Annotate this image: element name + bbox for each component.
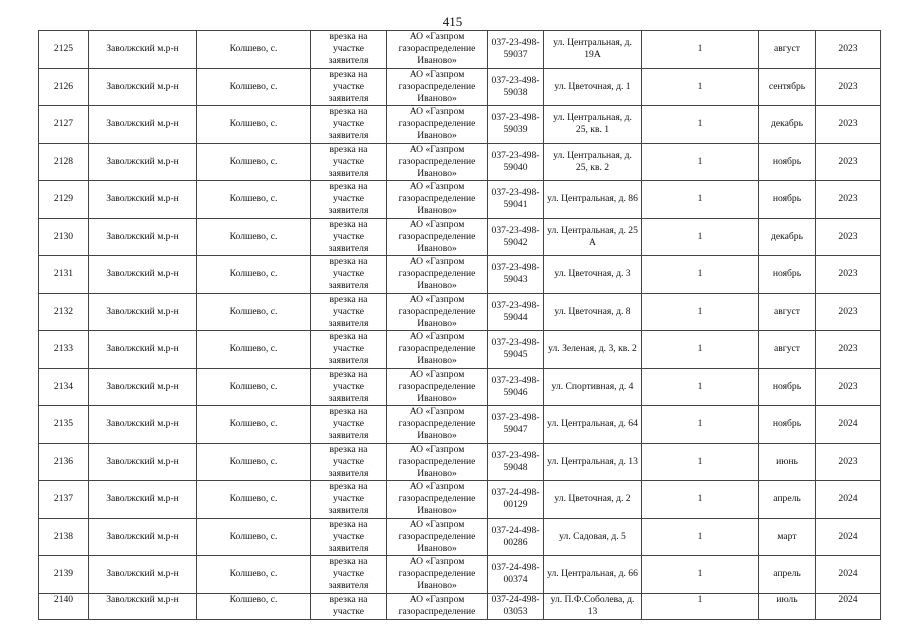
table-row [39,143,881,181]
row-number-cell: 2136 [39,443,89,481]
table-row [39,68,881,106]
work-type-cell: врезка на участке заявителя [311,143,387,181]
settlement-cell: Колшево, с. [197,443,311,481]
address-cell: ул. Центральная, д. 66 [544,556,642,594]
work-type-cell: врезка на участке заявителя [311,368,387,406]
work-type-cell: врезка на участке заявителя [311,106,387,144]
organization-cell: АО «Газпром газораспределение Иваново» [387,368,488,406]
address-cell: ул. Цветочная, д. 3 [544,256,642,294]
month-cell: апрель [759,481,816,519]
district-cell: Заволжский м.р-н [89,481,197,519]
application-code-cell: 037-23-498-59041 [488,181,544,219]
address-cell: ул. Цветочная, д. 8 [544,293,642,331]
address-cell: ул. Цветочная, д. 2 [544,481,642,519]
year-cell: 2024 [816,556,881,594]
quantity-cell: 1 [642,143,759,181]
district-cell: Заволжский м.р-н [89,518,197,556]
row-number-cell: 2126 [39,68,89,106]
district-cell: Заволжский м.р-н [89,31,197,69]
address-cell: ул. Центральная, д. 25 А [544,218,642,256]
year-cell: 2023 [816,106,881,144]
row-number-cell: 2128 [39,143,89,181]
work-type-cell: врезка на участке заявителя [311,68,387,106]
year-cell: 2023 [816,331,881,369]
address-cell: ул. П.Ф.Соболева, д. 13 [544,593,642,619]
district-cell: Заволжский м.р-н [89,443,197,481]
year-cell: 2024 [816,518,881,556]
work-type-cell: врезка на участке заявителя [311,518,387,556]
settlement-cell: Колшево, с. [197,181,311,219]
quantity-cell: 1 [642,556,759,594]
application-code-cell: 037-23-498-59042 [488,218,544,256]
quantity-cell: 1 [642,293,759,331]
quantity-cell: 1 [642,443,759,481]
district-cell: Заволжский м.р-н [89,593,197,619]
application-code-cell: 037-23-498-59047 [488,406,544,444]
row-number-cell: 2134 [39,368,89,406]
row-number-cell: 2139 [39,556,89,594]
work-type-cell: врезка на участке заявителя [311,31,387,69]
application-code-cell: 037-23-498-59038 [488,68,544,106]
month-cell: ноябрь [759,256,816,294]
row-number-cell: 2125 [39,31,89,69]
application-code-cell: 037-24-498-00374 [488,556,544,594]
application-code-cell: 037-23-498-59040 [488,143,544,181]
settlement-cell: Колшево, с. [197,143,311,181]
settlement-cell: Колшево, с. [197,331,311,369]
settlement-cell: Колшево, с. [197,593,311,619]
table-row [39,181,881,219]
table-row [39,443,881,481]
table-row [39,481,881,519]
quantity-cell: 1 [642,181,759,219]
quantity-cell: 1 [642,481,759,519]
settlement-cell: Колшево, с. [197,556,311,594]
month-cell: декабрь [759,106,816,144]
month-cell: декабрь [759,218,816,256]
application-code-cell: 037-23-498-59048 [488,443,544,481]
month-cell: ноябрь [759,143,816,181]
year-cell: 2024 [816,481,881,519]
organization-cell: АО «Газпром газораспределение Иваново» [387,406,488,444]
application-code-cell: 037-23-498-59044 [488,293,544,331]
year-cell: 2023 [816,293,881,331]
month-cell: июнь [759,443,816,481]
work-type-cell: врезка на участке [311,593,387,619]
month-cell: август [759,293,816,331]
quantity-cell: 1 [642,218,759,256]
row-number-cell: 2137 [39,481,89,519]
quantity-cell: 1 [642,593,759,619]
month-cell: март [759,518,816,556]
row-number-cell: 2140 [39,593,89,619]
year-cell: 2023 [816,368,881,406]
address-cell: ул. Центральная, д. 64 [544,406,642,444]
settlement-cell: Колшево, с. [197,106,311,144]
district-cell: Заволжский м.р-н [89,331,197,369]
row-number-cell: 2127 [39,106,89,144]
address-cell: ул. Садовая, д. 5 [544,518,642,556]
table-row [39,256,881,294]
district-cell: Заволжский м.р-н [89,181,197,219]
table-row [39,106,881,144]
table-row [39,368,881,406]
address-cell: ул. Центральная, д. 86 [544,181,642,219]
work-type-cell: врезка на участке заявителя [311,443,387,481]
settlement-cell: Колшево, с. [197,481,311,519]
month-cell: сентябрь [759,68,816,106]
application-code-cell: 037-23-498-59039 [488,106,544,144]
application-code-cell: 037-23-498-59045 [488,331,544,369]
quantity-cell: 1 [642,68,759,106]
district-cell: Заволжский м.р-н [89,256,197,294]
organization-cell: АО «Газпром газораспределение Иваново» [387,256,488,294]
table-row [39,556,881,594]
quantity-cell: 1 [642,31,759,69]
year-cell: 2024 [816,593,881,619]
month-cell: ноябрь [759,368,816,406]
district-cell: Заволжский м.р-н [89,406,197,444]
organization-cell: АО «Газпром газораспределение [387,593,488,619]
settlement-cell: Колшево, с. [197,293,311,331]
table-row [39,593,881,619]
year-cell: 2023 [816,31,881,69]
quantity-cell: 1 [642,106,759,144]
work-type-cell: врезка на участке заявителя [311,406,387,444]
quantity-cell: 1 [642,368,759,406]
table-body [39,31,881,620]
work-type-cell: врезка на участке заявителя [311,556,387,594]
address-cell: ул. Спортивная, д. 4 [544,368,642,406]
quantity-cell: 1 [642,406,759,444]
registry-table [38,30,881,620]
year-cell: 2023 [816,68,881,106]
district-cell: Заволжский м.р-н [89,368,197,406]
application-code-cell: 037-23-498-59043 [488,256,544,294]
organization-cell: АО «Газпром газораспределение Иваново» [387,443,488,481]
organization-cell: АО «Газпром газораспределение Иваново» [387,518,488,556]
address-cell: ул. Центральная, д. 25, кв. 2 [544,143,642,181]
year-cell: 2023 [816,218,881,256]
address-cell: ул. Центральная, д. 19А [544,31,642,69]
row-number-cell: 2129 [39,181,89,219]
work-type-cell: врезка на участке заявителя [311,181,387,219]
organization-cell: АО «Газпром газораспределение Иваново» [387,143,488,181]
row-number-cell: 2138 [39,518,89,556]
application-code-cell: 037-23-498-59046 [488,368,544,406]
table-row [39,331,881,369]
month-cell: июль [759,593,816,619]
quantity-cell: 1 [642,518,759,556]
year-cell: 2023 [816,443,881,481]
organization-cell: АО «Газпром газораспределение Иваново» [387,68,488,106]
application-code-cell: 037-24-498-00286 [488,518,544,556]
organization-cell: АО «Газпром газораспределение Иваново» [387,556,488,594]
table-row [39,293,881,331]
address-cell: ул. Центральная, д. 25, кв. 1 [544,106,642,144]
address-cell: ул. Цветочная, д. 1 [544,68,642,106]
application-code-cell: 037-24-498-03053 [488,593,544,619]
application-code-cell: 037-24-498-00129 [488,481,544,519]
settlement-cell: Колшево, с. [197,256,311,294]
page-number: 415 [442,14,463,29]
row-number-cell: 2133 [39,331,89,369]
district-cell: Заволжский м.р-н [89,143,197,181]
row-number-cell: 2135 [39,406,89,444]
organization-cell: АО «Газпром газораспределение Иваново» [387,293,488,331]
address-cell: ул. Центральная, д. 13 [544,443,642,481]
row-number-cell: 2131 [39,256,89,294]
row-number-cell: 2132 [39,293,89,331]
organization-cell: АО «Газпром газораспределение Иваново» [387,331,488,369]
settlement-cell: Колшево, с. [197,31,311,69]
table-row [39,518,881,556]
address-cell: ул. Зеленая, д. 3, кв. 2 [544,331,642,369]
settlement-cell: Колшево, с. [197,518,311,556]
quantity-cell: 1 [642,256,759,294]
settlement-cell: Колшево, с. [197,218,311,256]
month-cell: апрель [759,556,816,594]
table-row [39,406,881,444]
organization-cell: АО «Газпром газораспределение Иваново» [387,481,488,519]
settlement-cell: Колшево, с. [197,406,311,444]
quantity-cell: 1 [642,331,759,369]
district-cell: Заволжский м.р-н [89,293,197,331]
organization-cell: АО «Газпром газораспределение Иваново» [387,181,488,219]
table-row [39,218,881,256]
district-cell: Заволжский м.р-н [89,106,197,144]
district-cell: Заволжский м.р-н [89,556,197,594]
work-type-cell: врезка на участке заявителя [311,481,387,519]
organization-cell: АО «Газпром газораспределение Иваново» [387,218,488,256]
month-cell: август [759,31,816,69]
work-type-cell: врезка на участке заявителя [311,218,387,256]
district-cell: Заволжский м.р-н [89,218,197,256]
settlement-cell: Колшево, с. [197,68,311,106]
district-cell: Заволжский м.р-н [89,68,197,106]
year-cell: 2023 [816,143,881,181]
settlement-cell: Колшево, с. [197,368,311,406]
organization-cell: АО «Газпром газораспределение Иваново» [387,31,488,69]
year-cell: 2024 [816,406,881,444]
year-cell: 2023 [816,181,881,219]
work-type-cell: врезка на участке заявителя [311,293,387,331]
table-row [39,31,881,69]
row-number-cell: 2130 [39,218,89,256]
work-type-cell: врезка на участке заявителя [311,331,387,369]
organization-cell: АО «Газпром газораспределение Иваново» [387,106,488,144]
month-cell: ноябрь [759,181,816,219]
year-cell: 2023 [816,256,881,294]
month-cell: ноябрь [759,406,816,444]
month-cell: август [759,331,816,369]
work-type-cell: врезка на участке заявителя [311,256,387,294]
application-code-cell: 037-23-498-59037 [488,31,544,69]
